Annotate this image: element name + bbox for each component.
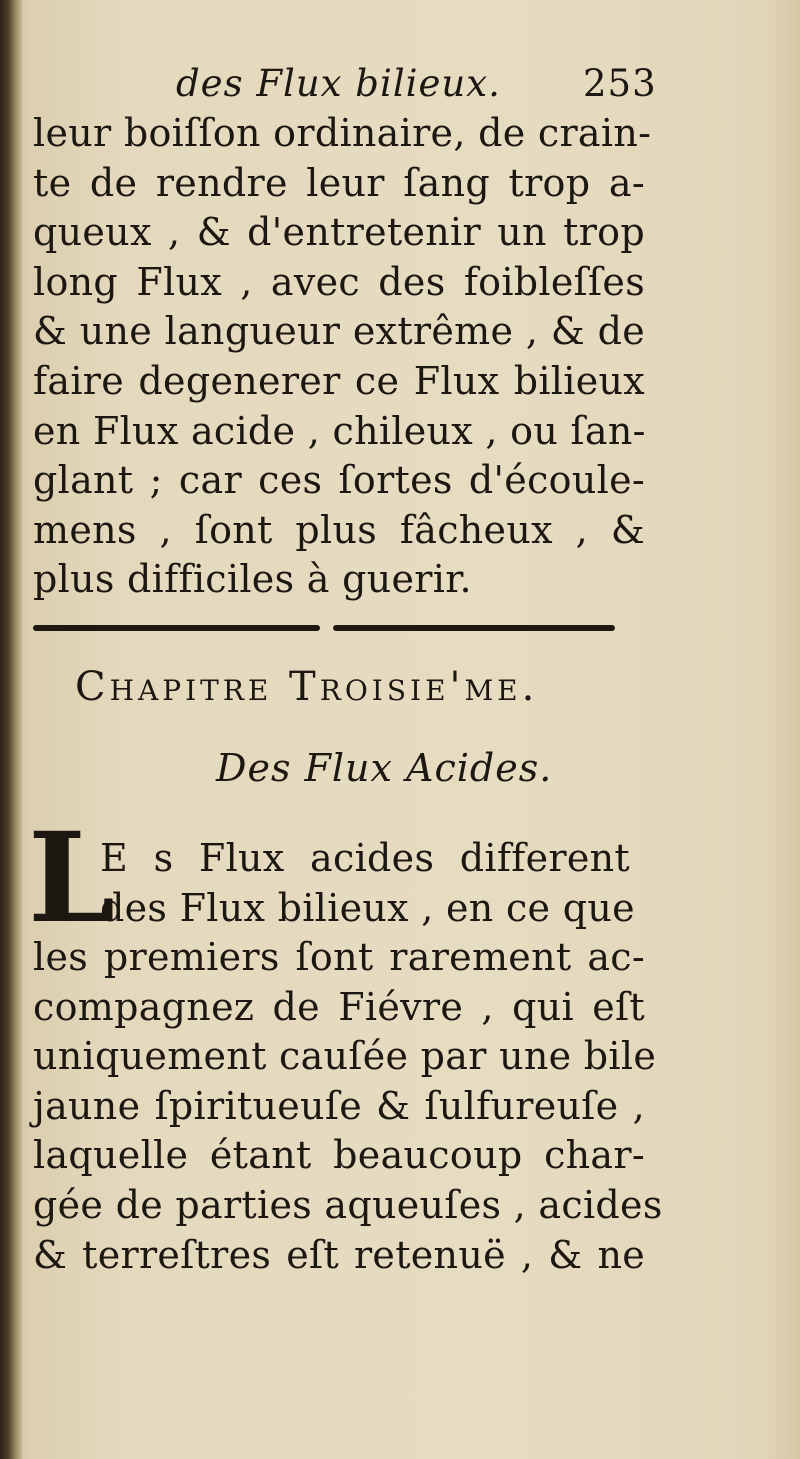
page-gutter-shadow [0,0,22,1459]
text-line: mens , ſont plus fâcheux , & [33,507,645,552]
text-line: queux , & d'entretenir un trop [33,210,645,255]
running-title: des Flux bilieux. [176,62,501,105]
section-rule-right [333,625,615,631]
text-line: les premiers ſont rarement ac- [33,935,645,979]
page-header [0,62,800,112]
section-rule-left [33,625,320,631]
text-line: des Flux bilieux , en ce que [100,885,635,930]
text-line: te de rendre leur ſang trop a- [33,160,645,205]
drop-cap-indented-lines [100,834,635,933]
text-line: laquelle étant beaucoup char- [33,1133,645,1178]
text-line: & terreſtres eſt retenuë , & ne [33,1232,645,1277]
text-line: gée de parties aqueuſes , acides [33,1182,663,1227]
page-number: 253 [583,62,657,105]
text-line: faire degenerer ce Flux bilieux [33,358,645,403]
text-line: jaune ſpiritueuſe & ſulfureuſe , [33,1083,645,1128]
text-line: plus difficiles à guerir. [33,557,472,602]
chapter-heading: Chapitre Troisie'me. [75,664,539,710]
text-line: uniquement cauſée par une bile [33,1034,657,1079]
drop-cap: L [28,806,116,951]
paragraph-body [33,933,663,1280]
text-line: E s Flux acides different [100,836,630,880]
chapter-subtitle: Des Flux Acides. [216,746,553,790]
text-line: leur boiſſon ordinaire, de crain- [33,111,652,155]
text-line: compagnez de Fiévre , qui eſt [33,984,645,1029]
text-line: & une langueur extrême , & de [33,309,645,354]
text-line: glant ; car ces ſortes d'écoule- [33,458,645,503]
text-line: long Flux , avec des foibleſſes [33,259,645,304]
paragraph-continuation [33,109,652,605]
text-line: en Flux acide , chileux , ou ſan- [33,408,646,453]
